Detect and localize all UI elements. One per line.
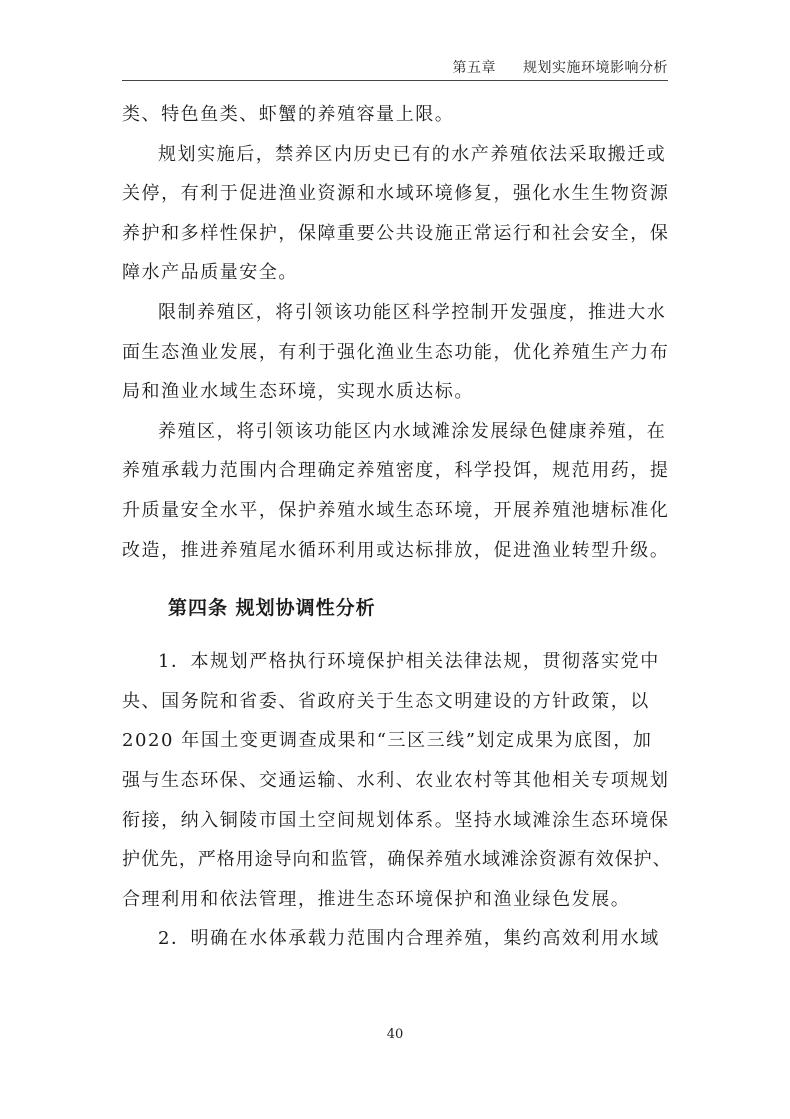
section-heading: 第四条 规划协调性分析 (168, 597, 376, 620)
body-text (122, 95, 672, 959)
paragraph-line: 改造，推进养殖尾水循环利用或达标排放，促进渔业转型升级。 (122, 539, 670, 561)
paragraph-line: 央、国务院和省委、省政府关于生态文明建设的方针政策，以 (122, 690, 650, 712)
header-rule (122, 80, 668, 81)
paragraph-line: 关停，有利于促进渔业资源和水域环境修复，强化水生生物资源 (122, 183, 670, 205)
paragraph-line: 面生态渔业发展，有利于强化渔业生态功能，优化养殖生产力布 (122, 341, 670, 363)
paragraph-line: 限制养殖区，将引领该功能区科学控制开发强度，推进大水 (158, 301, 667, 323)
paragraph-line: 强与生态环保、交通运输、水利、农业农村等其他相关专项规划 (122, 769, 670, 791)
paragraph-line: 障水产品质量安全。 (122, 262, 298, 284)
running-header (453, 57, 668, 77)
paragraph-line: 护优先，严格用途导向和监管，确保养殖水域滩涂资源有效保护、 (122, 849, 672, 871)
chapter-title: 规划实施环境影响分析 (523, 60, 668, 76)
paragraph-3 (122, 293, 672, 412)
paragraph-line: 合理利用和依法管理，推进生态环境保护和渔业绿色发展。 (122, 888, 631, 910)
paragraph-line: 养护和多样性保护，保障重要公共设施正常运行和社会安全，保 (122, 222, 670, 244)
paragraph-line: 养殖区，将引领该功能区内水域滩涂发展绿色健康养殖，在 (158, 420, 667, 442)
paragraph-line: 1．本规划严格执行环境保护相关法律法规，贯彻落实党中 (158, 651, 660, 673)
paragraph-line: 升质量安全水平，保护养殖水域生态环境，开展养殖池塘标准化 (122, 499, 670, 521)
paragraph-line: 衔接，纳入铜陵市国土空间规划体系。坚持水域滩涂生态环境保 (122, 809, 670, 831)
paragraph-1 (122, 95, 672, 135)
page-number: 40 (386, 1027, 404, 1042)
paragraph-2 (122, 135, 672, 293)
paragraph-line: 类、特色鱼类、虾蟹的养殖容量上限。 (122, 104, 455, 125)
paragraph-4 (122, 412, 672, 570)
section-paragraph-2 (122, 919, 672, 959)
paragraph-line: 2020 年国土变更调查成果和“三区三线”划定成果为底图，加 (122, 730, 653, 752)
section-paragraph-1 (122, 642, 672, 919)
paragraph-line: 2．明确在水体承载力范围内合理养殖，集约高效利用水域 (158, 928, 660, 950)
paragraph-line: 养殖承载力范围内合理确定养殖密度，科学投饵，规范用药，提 (122, 460, 670, 482)
paragraph-line: 局和渔业水域生态环境，实现水质达标。 (122, 381, 474, 403)
paragraph-line: 规划实施后，禁养区内历史已有的水产养殖依法采取搬迁或 (158, 143, 667, 165)
chapter-label: 第五章 (452, 60, 497, 76)
